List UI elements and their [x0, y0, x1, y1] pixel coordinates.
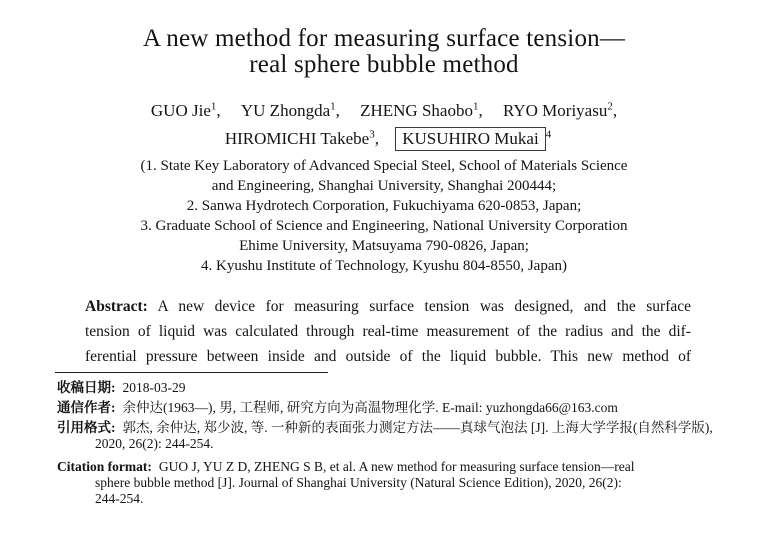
- citation-en-line: sphere bubble method [J]. Journal of Shanghai University (Natural Science Edition), 2020, 26(2):: [95, 475, 622, 490]
- received-date-note: [57, 380, 717, 396]
- affiliation-line: 3. Graduate School of Science and Engineering, National University Corporation: [140, 218, 628, 234]
- citation-en-label: Citation format:: [57, 459, 152, 474]
- citation-cn-label: 引用格式:: [57, 420, 116, 435]
- author-affiliation-ref: 4: [545, 128, 552, 141]
- citation-cn-line: 郭杰, 余仲达, 郑少波, 等. 一种新的表面张力测定方法——真球气泡法 [J]. 上海大学学报(自然科学版),: [122, 420, 713, 435]
- abstract-section: [85, 294, 691, 369]
- abstract-line: tension of liquid was calculated through real-time measurement of the radius and the dif-: [85, 323, 691, 340]
- received-date-value: 2018-03-29: [122, 380, 186, 395]
- author-name: ZHENG Shaobo$^1$,: [360, 100, 483, 120]
- abstract-line: ferential pressure between inside and outside of the liquid bubble. This new method of: [85, 348, 691, 365]
- title-line-2: real sphere bubble method: [249, 51, 519, 78]
- affiliation-line: 4. Kyushu Institute of Technology, Kyushu 804-8550, Japan): [201, 258, 567, 274]
- email-address: yuzhongda66@163.com: [485, 400, 618, 415]
- author-affiliation-ref: 2: [607, 100, 613, 113]
- corresponding-author-note: [57, 400, 717, 416]
- author-line-1: [0, 98, 768, 124]
- affiliation-line: (1. State Key Laboratory of Advanced Special Steel, School of Materials Science: [140, 158, 628, 174]
- citation-cn-line: 2020, 26(2): 244-254.: [95, 436, 214, 451]
- email-label: E-mail:: [442, 400, 483, 415]
- affiliation-line: Ehime University, Matsuyama 790-0826, Japan;: [239, 238, 529, 254]
- corresponding-author-value: 余仲达(1963—), 男, 工程师, 研究方向为高温物理化学.: [122, 400, 439, 415]
- title-line-1: A new method for measuring surface tension—: [142, 25, 626, 52]
- citation-en-line: GUO J, YU Z D, ZHENG S B, et al. A new method for measuring surface tension—real: [158, 459, 635, 474]
- corresponding-author-label: 通信作者:: [57, 400, 116, 415]
- author-affiliation-ref: 1: [472, 100, 479, 113]
- abstract-text: A new device for measuring surface tension was designed, and the surface: [157, 298, 691, 315]
- author-line-2: [0, 124, 768, 154]
- boxed-author-name: KUSUHIRO Mukai: [395, 127, 545, 151]
- affiliation-line: 2. Sanwa Hydrotech Corporation, Fukuchiyama 620-0853, Japan;: [186, 198, 582, 214]
- author-name: RYO Moriyasu$^2$,: [502, 100, 618, 120]
- author-name: GUO Jie$^1$,: [150, 100, 221, 120]
- author-affiliation-ref: 3: [369, 128, 375, 141]
- footnotes-section: [57, 380, 717, 507]
- received-date-label: 收稿日期:: [57, 380, 116, 395]
- author-name: YU Zhongda$^1$,: [240, 100, 340, 120]
- affiliation-line: and Engineering, Shanghai University, Shanghai 200444;: [211, 178, 557, 194]
- author-affiliation-ref: 1: [330, 100, 336, 113]
- footnote-divider: [55, 372, 328, 373]
- abstract-line: [85, 294, 691, 319]
- citation-cn-note: [57, 420, 717, 452]
- paper-title: [0, 26, 768, 78]
- affiliation-list: [0, 156, 768, 276]
- author-list: [0, 98, 768, 154]
- citation-en-note: [57, 459, 717, 507]
- citation-en-line: 244-254.: [95, 491, 144, 506]
- author-affiliation-ref: 1: [210, 100, 217, 113]
- author-name: HIROMICHI Takebe$^3$,: [224, 128, 379, 148]
- abstract-label: Abstract:: [85, 298, 148, 315]
